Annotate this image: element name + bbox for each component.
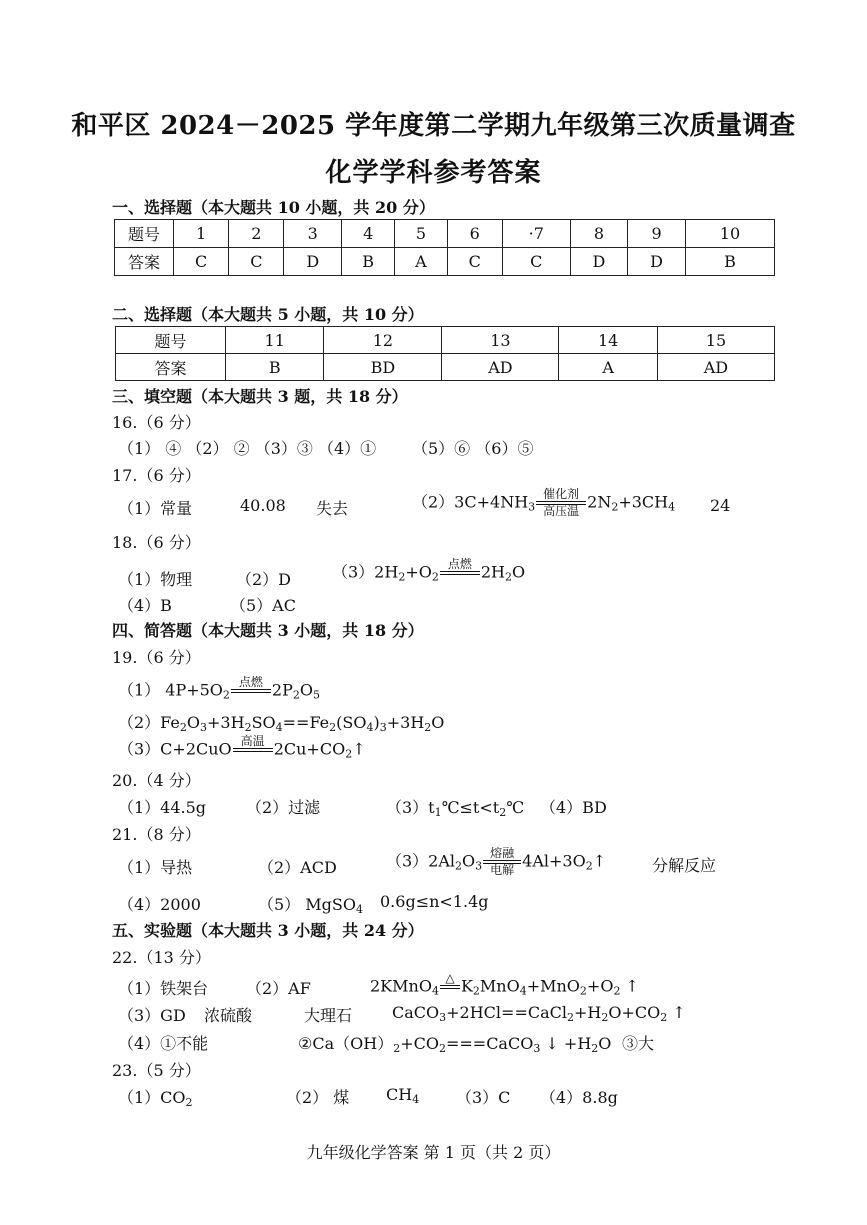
- q22-answer-6: （4）①不能: [118, 1034, 209, 1053]
- q16-answers-a: （1） ④ （2） ② （3）③ （4）①: [118, 439, 377, 458]
- question-number-cell: 12: [324, 327, 442, 354]
- q17-answer-2: 40.08: [240, 496, 286, 515]
- answer-cell: A: [395, 248, 447, 276]
- q16-answers-b: （5）⑥ （6）⑤: [412, 439, 534, 458]
- q23-answer-4: （3）C: [456, 1088, 511, 1107]
- question-number-cell: 4: [342, 220, 395, 248]
- table-label-question: 题号: [115, 220, 174, 248]
- answer-cell: D: [628, 248, 686, 276]
- q21-heading: 21.（8 分）: [112, 825, 201, 844]
- question-number-cell: 15: [657, 327, 774, 354]
- question-number-cell: 8: [570, 220, 628, 248]
- q22-equation-3: $②Ca(OH)_2+CO_2===CaCO_3$ ↓ $+H_2O$: [298, 1034, 612, 1055]
- page-title: 和平区 2024－2025 学年度第二学期九年级第三次质量调查: [71, 111, 796, 141]
- q20-answer-1: （1）44.5g: [118, 798, 207, 817]
- q22-answer-2: （2）AF: [246, 979, 311, 998]
- q22-heading: 22.（13 分）: [112, 948, 211, 967]
- table-label-question: 题号: [116, 327, 226, 354]
- q21-answer-6: （5） MgSO$_4$: [258, 895, 363, 916]
- section-2-heading: 二、选择题（本大题共 5 小题，共 10 分）: [112, 305, 424, 324]
- answer-cell: B: [226, 354, 324, 381]
- q21-answer-4: 分解反应: [652, 856, 717, 875]
- question-number-cell: 11: [226, 327, 324, 354]
- q18-answer-1: （1）物理: [118, 570, 193, 589]
- q23-answer-1: $(1)CO_2$: [118, 1088, 193, 1109]
- section-5-heading: 五、实验题（本大题共 3 小题，共 24 分）: [112, 921, 424, 940]
- question-number-cell: 5: [395, 220, 447, 248]
- section-3-heading: 三、填空题（本大题共 3 题，共 18 分）: [112, 387, 408, 406]
- q17-answer-1: （1）常量: [118, 499, 193, 518]
- q20-heading: 20.（4 分）: [112, 771, 201, 790]
- q20-answer-4: （4）BD: [540, 798, 607, 817]
- answer-cell: A: [559, 354, 657, 381]
- question-number-cell: 14: [559, 327, 657, 354]
- question-number-cell: 3: [284, 220, 342, 248]
- answer-cell: D: [284, 248, 342, 276]
- answer-cell: BD: [324, 354, 442, 381]
- q23-heading: 23.（5 分）: [112, 1061, 201, 1080]
- question-number-cell: 1: [174, 220, 229, 248]
- q20-answer-2: （2）过滤: [246, 798, 321, 817]
- q22-answer-7: ③大: [622, 1034, 655, 1053]
- question-number-cell: 2: [229, 220, 284, 248]
- answer-cell: AD: [442, 354, 559, 381]
- q19-heading: 19.（6 分）: [112, 648, 201, 667]
- question-number-cell: 9: [628, 220, 686, 248]
- q22-answer-1: （1）铁架台: [118, 979, 209, 998]
- answer-cell: B: [342, 248, 395, 276]
- q22-answer-3: （3）GD: [118, 1006, 186, 1025]
- question-number-cell: ·7: [502, 220, 570, 248]
- answer-cell: B: [685, 248, 774, 276]
- q23-answer-2: （2） 煤: [286, 1088, 350, 1107]
- answer-cell: C: [447, 248, 502, 276]
- section-1-heading: 一、选择题（本大题共 10 小题，共 20 分）: [112, 198, 435, 217]
- q17-answer-3: 失去: [316, 499, 349, 518]
- question-number-cell: 13: [442, 327, 559, 354]
- q18-answer-5: （5）AC: [230, 596, 296, 615]
- q20-answer-3: $(3)t_1℃\le t<t_2℃$: [386, 798, 525, 819]
- q22-answer-5: 大理石: [304, 1006, 353, 1025]
- q22-equation-1: 2KMnO$_4$ △ $K_2MnO_4+MnO_2+O_2$ ↑: [370, 971, 639, 998]
- page-subtitle: 化学学科参考答案: [325, 158, 542, 188]
- q19-equation-3: （3）C+2CuO 高温 $2Cu+CO_2↑$: [118, 734, 366, 761]
- q19-equation-1: （1） $4P+5O_2$ 点燃 $2P_2O_5$: [118, 675, 320, 702]
- answer-cell: C: [174, 248, 229, 276]
- q23-answer-5: （4）8.8g: [540, 1088, 618, 1107]
- q21-answer-2: （2）ACD: [258, 858, 337, 877]
- section-4-heading: 四、简答题（本大题共 3 小题，共 18 分）: [112, 621, 424, 640]
- q22-equation-2: $CaCO_3+2HCl==CaCl_2+H_2O+CO_2$ ↑: [392, 1003, 686, 1024]
- answer-table-2: [115, 326, 775, 381]
- answer-table-1: [114, 219, 775, 276]
- answer-cell: C: [229, 248, 284, 276]
- q18-answer-4: （4）B: [118, 596, 172, 615]
- q18-equation: $(3)2H_2+O_2$ 点燃 $2H_2O$: [332, 557, 526, 584]
- q21-answer-5: （4）2000: [118, 895, 201, 914]
- q18-answer-2: （2）D: [236, 570, 292, 589]
- table-label-answer: 答案: [116, 354, 226, 381]
- q17-answer-5: 24: [710, 496, 731, 515]
- q19-equation-2: $(2)Fe_2O_3+3H_2SO_4==Fe_2(SO_4)_3+3H_2O$: [118, 713, 445, 734]
- q21-equation: $(3)2Al_2O_3$ 熔融 电解 $4Al+3O_2↑$: [386, 846, 607, 877]
- table-label-answer: 答案: [115, 248, 174, 276]
- question-number-cell: 10: [685, 220, 774, 248]
- answer-cell: C: [502, 248, 570, 276]
- q17-heading: 17.（6 分）: [112, 466, 201, 485]
- q23-answer-3: $CH_4$: [386, 1085, 420, 1106]
- answer-cell: AD: [657, 354, 774, 381]
- q18-heading: 18.（6 分）: [112, 533, 201, 552]
- question-number-cell: 6: [447, 220, 502, 248]
- q17-equation: $(2)3C+4NH_3$ 催化剂 高压温 $2N_2+3CH_4$: [412, 487, 676, 518]
- answer-cell: D: [570, 248, 628, 276]
- q21-answer-1: （1）导热: [118, 858, 193, 877]
- q22-answer-4: 浓硫酸: [204, 1006, 253, 1025]
- q16-heading: 16.（6 分）: [112, 413, 201, 432]
- page-footer: 九年级化学答案 第 1 页（共 2 页）: [306, 1143, 561, 1162]
- q21-answer-7: 0.6g≤n<1.4g: [380, 892, 489, 911]
